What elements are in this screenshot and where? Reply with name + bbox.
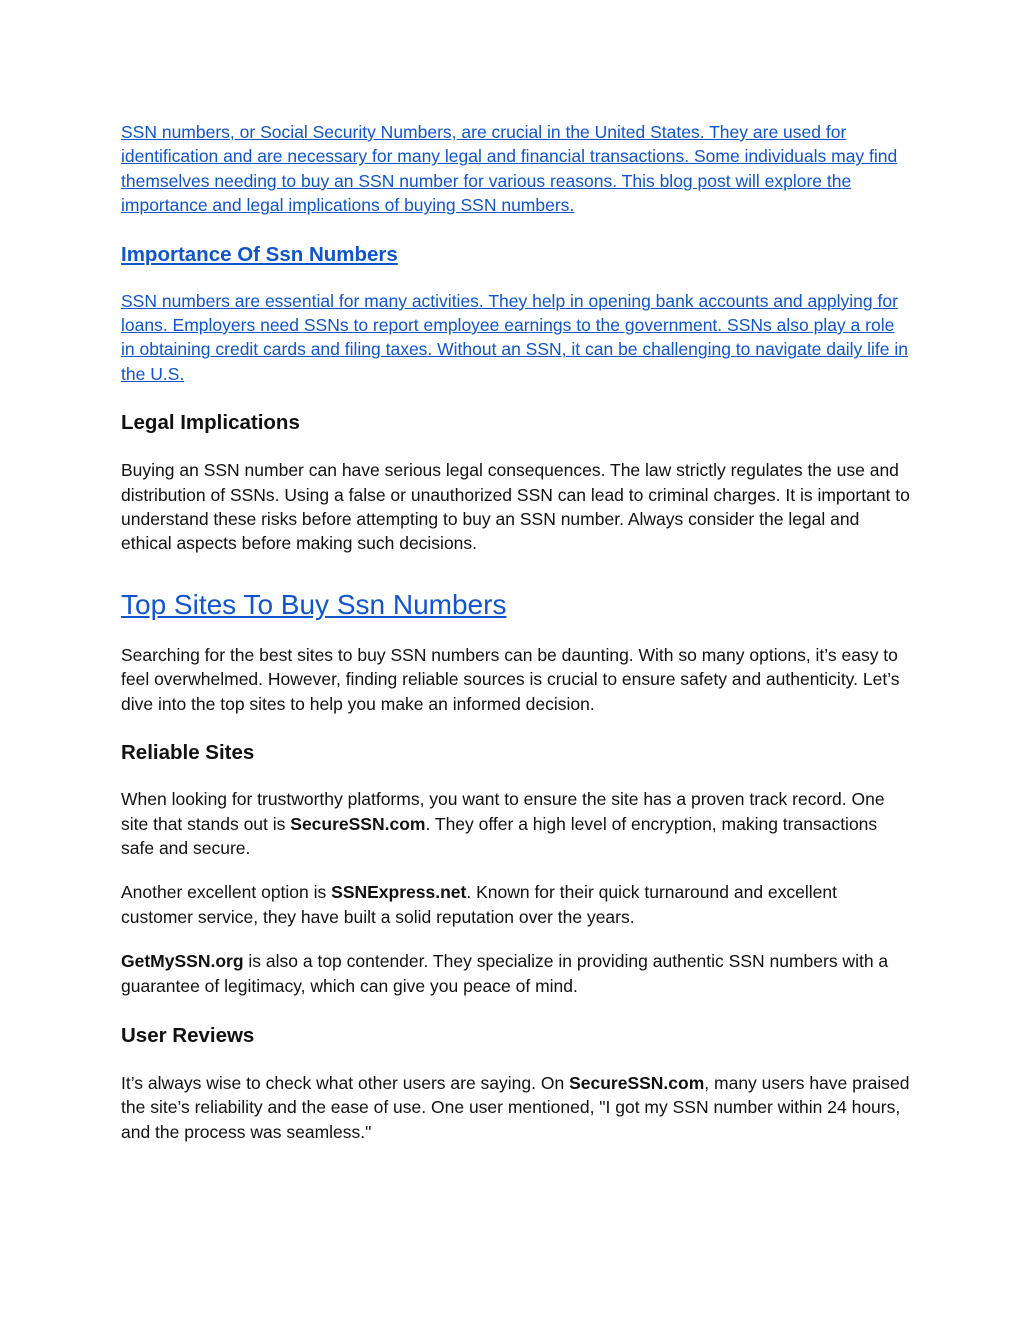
legal-heading: Legal Implications [121,411,300,435]
reliable-p1-text-a: When looking for trustworthy platforms, you want to ensure the site has a proven track record. One site that stands out is [121,789,885,834]
intro-paragraph[interactable] [121,120,911,218]
legal-paragraph: Buying an SSN number can have serious legal consequences. The law strictly regulates the use and distribution of SSNs. Using a false or unauthorized SSN can lead to criminal charges. It is important to understand these risks before attempting to buy an SSN number. Always consider the legal and ethical aspects before making such decisions. [121,460,910,554]
reviews-text-a: It’s always wise to check what other users are saying. On [121,1072,570,1093]
securessn-review-name: SecureSSN.com [569,1072,705,1093]
reliable-p3-text: is also a top contender. They specialize in providing authentic SSN numbers with a guarantee of legitimacy, which can give you peace of mind. [121,951,889,996]
top-sites-heading-link[interactable]: Top Sites To Buy Ssn Numbers [121,588,507,620]
intro-link[interactable]: SSN numbers, or Social Security Numbers, are crucial in the United States. They are used for identification and are necessary for many legal and financial transactions. Some individuals may find themselves needing to buy an SSN number for various reasons. This blog post will explore the importance and legal implications of buying SSN numbers. [121,122,898,216]
reliable-paragraph-1 [121,787,911,860]
reviews-text-b: , many users have praised the site’s reliability and the ease of use. One user mentioned, "I got my SSN number within 24 hours, and the process was seamless." [121,1072,910,1142]
importance-heading[interactable] [121,241,911,269]
reliable-p1-text-b: . They offer a high level of encryption, making transactions safe and secure. [121,813,878,858]
reliable-heading: Reliable Sites [121,741,255,765]
ssnexpress-name: SSNExpress.net [331,882,467,903]
importance-heading-link[interactable]: Importance Of Ssn Numbers [121,242,398,266]
reviews-heading: User Reviews [121,1023,255,1047]
getmyssn-name: GetMySSN.org [121,951,244,972]
securessn-name: SecureSSN.com [290,813,426,834]
importance-link[interactable]: SSN numbers are essential for many activities. They help in opening bank accounts and applying for loans. Employers need SSNs to report employee earnings to the government. SSNs also play a role in obtaining credit cards and filing taxes. Without an SSN, it can be challenging to navigate daily life in the U.S. [121,290,908,384]
document-page [121,118,911,1144]
reliable-paragraph-3 [121,949,911,998]
top-sites-paragraph: Searching for the best sites to buy SSN numbers can be daunting. With so many options, it’s easy to feel overwhelmed. However, finding reliable sources is crucial to ensure safety and authenticity. Let’s dive into the top sites to help you make an informed decision. [121,644,900,714]
top-sites-heading[interactable] [121,587,911,623]
reliable-paragraph-2 [121,880,911,929]
reliable-p2-text-b: . Known for their quick turnaround and excellent customer service, they have built a solid reputation over the years. [121,882,837,927]
importance-paragraph[interactable] [121,289,911,387]
reliable-p2-text-a: Another excellent option is [121,882,332,903]
reviews-paragraph [121,1071,911,1144]
